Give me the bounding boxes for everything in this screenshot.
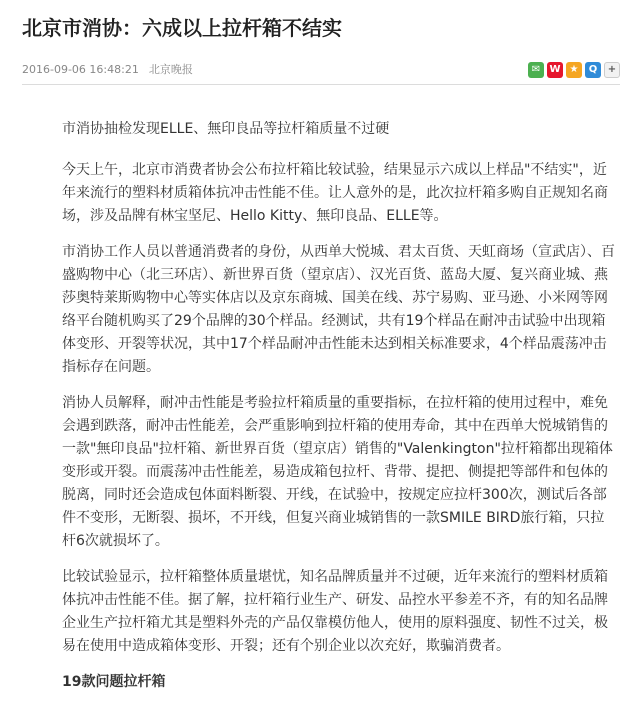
article-paragraph: 比较试验显示，拉杆箱整体质量堪忧，知名品牌质量并不过硬，近年来流行的塑料材质箱体抗冲击性能不佳。据了解，拉杆箱行业生产、研发、品控水平参差不齐，有的知名品牌企业生产拉杆箱尤其是塑料外壳的产品仅靠模仿他人，使用的原料强度、韧性不过关，极易在使用中造成箱体变形、开裂；还有个别企业以次充好，欺骗消费者。 — [62, 569, 608, 654]
article-paragraph: 消协人员解释，耐冲击性能是考验拉杆箱质量的重要指标，在拉杆箱的使用过程中，难免会遇到跌落，耐冲击性能差，会严重影响到拉杆箱的使用寿命，其中在西单大悦城销售的一款"無印良品"拉杆箱、新世界百货（望京店）销售的"Valenkington"拉杆箱都出现箱体变形或开裂。而震荡冲击性能差，易造成箱包拉杆、背带、提把、侧提把等部件和包体的脱离，同时还会造成包体面料断裂、开线，在试验中，按规定应拉杆300次，测试后各部件不变形，无断裂、损坏，不开线，但复兴商业城销售的一款SMILE BIRD旅行箱，只拉杆6次就损坏了。 — [62, 395, 613, 549]
share-toolbar — [528, 62, 620, 78]
article-meta-bar — [22, 60, 620, 85]
article-body — [62, 118, 618, 707]
article-source[interactable]: 北京晚报 — [148, 63, 193, 76]
article-title: 北京市消协：六成以上拉杆箱不结实 — [22, 16, 342, 40]
article-subheading: 19款问题拉杆箱 — [62, 674, 166, 690]
plus-icon[interactable]: + — [604, 62, 620, 78]
article-lead: 市消协抽检发现ELLE、無印良品等拉杆箱质量不过硬 — [62, 121, 390, 137]
wechat-icon[interactable]: ✉ — [528, 62, 544, 78]
article-meta — [22, 62, 193, 78]
qq-icon[interactable]: Q — [585, 62, 601, 78]
qzone-icon[interactable]: ★ — [566, 62, 582, 78]
article-paragraph: 市消协工作人员以普通消费者的身份，从西单大悦城、君太百货、天虹商场（宣武店）、百盛购物中心（北三环店）、新世界百货（望京店）、汉光百货、蓝岛大厦、复兴商业城、燕莎奥特莱斯购物中心等实体店以及京东商城、国美在线、苏宁易购、亚马逊、小米网等网络平台随机购买了29个品牌的30个样品。经测试，共有19个样品在耐冲击试验中出现箱体变形、开裂等状况，其中17个样品耐冲击性能未达到相关标准要求，4个样品震荡冲击指标存在问题。 — [62, 244, 615, 375]
article-date: 2016-09-06 16:48:21 — [22, 63, 139, 76]
weibo-icon[interactable]: W — [547, 62, 563, 78]
article-paragraph: 今天上午，北京市消费者协会公布拉杆箱比较试验，结果显示六成以上样品"不结实"，近年来流行的塑料材质箱体抗冲击性能不佳。让人意外的是，此次拉杆箱多购自正规知名商场，涉及品牌有林宝坚尼、Hello Kitty、無印良品、ELLE等。 — [62, 162, 608, 224]
